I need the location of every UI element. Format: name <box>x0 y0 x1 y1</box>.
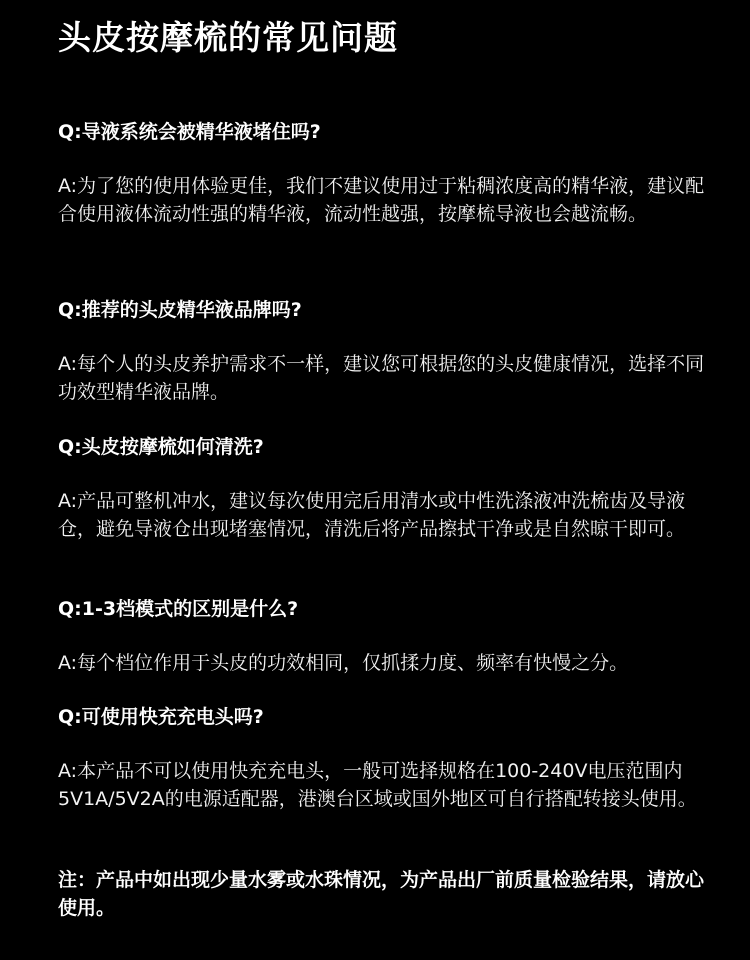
faq-answer-3: A:产品可整机冲水，建议每次使用完后用清水或中性洗涤液冲洗梳齿及导液仓，避免导液仓出现堵塞情况，清洗后将产品擦拭干净或是自然晾干即可。 <box>58 490 686 540</box>
footer-note: 注：产品中如出现少量水雾或水珠情况，为产品出厂前质量检验结果，请放心使用。 <box>58 869 705 919</box>
faq-question-1: Q:导液系统会被精华液堵住吗? <box>58 121 321 143</box>
page-title: 头皮按摩梳的常见问题 <box>58 18 398 57</box>
faq-answer-1: A:为了您的使用体验更佳，我们不建议使用过于粘稠浓度高的精华液，建议配合使用液体流动性强的精华液，流动性越强，按摩梳导液也会越流畅。 <box>58 175 705 225</box>
faq-answer-4: A:每个档位作用于头皮的功效相同，仅抓揉力度、频率有快慢之分。 <box>58 652 629 674</box>
faq-question-2: Q:推荐的头皮精华液品牌吗? <box>58 299 302 321</box>
faq-question-3: Q:头皮按摩梳如何清洗? <box>58 436 264 458</box>
faq-question-4: Q:1-3档模式的区别是什么? <box>58 598 299 620</box>
faq-answer-2: A:每个人的头皮养护需求不一样，建议您可根据您的头皮健康情况，选择不同功效型精华液品牌。 <box>58 353 705 403</box>
faq-question-5: Q:可使用快充充电头吗? <box>58 706 264 728</box>
faq-answer-5: A:本产品不可以使用快充充电头，一般可选择规格在100-240V电压范围内5V1A/5V2A的电源适配器，港澳台区域或国外地区可自行搭配转接头使用。 <box>58 760 697 810</box>
